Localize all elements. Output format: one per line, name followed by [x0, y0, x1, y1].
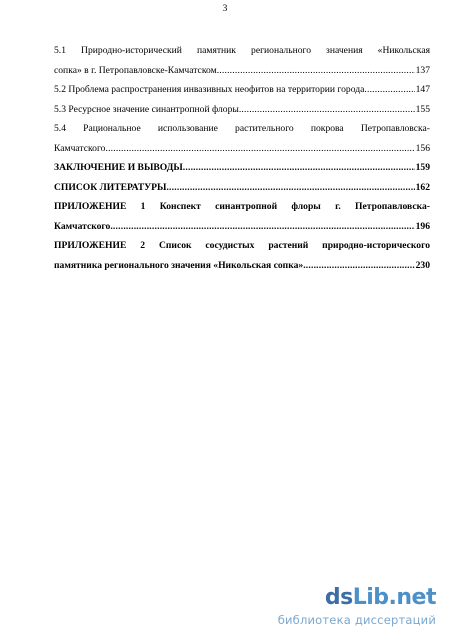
- toc-page-number: 155: [415, 103, 430, 115]
- table-of-contents: [54, 41, 430, 275]
- toc-entry-references[interactable]: [54, 178, 430, 198]
- dot-leader: [183, 158, 415, 178]
- toc-page-number: 230: [415, 259, 430, 271]
- toc-entry-conclusion[interactable]: [54, 158, 430, 178]
- dslib-watermark: [260, 585, 436, 629]
- toc-entry-title: СПИСОК ЛИТЕРАТУРЫ: [54, 181, 167, 193]
- dot-leader: [110, 217, 414, 237]
- dot-leader: [364, 80, 414, 100]
- dslib-subtitle: библиотека диссертаций: [277, 613, 436, 627]
- toc-entry-appendix-2[interactable]: [54, 236, 430, 275]
- toc-entry-title-line2: Камчатского: [54, 220, 111, 232]
- dslib-logo: dsLib.net: [324, 585, 436, 610]
- toc-entry-title-line1: ПРИЛОЖЕНИЕ 1 Конспект синантропной флоры г. Петропавловска-: [54, 201, 430, 212]
- toc-entry-title-line1: ПРИЛОЖЕНИЕ 2 Список сосудистых растений природно-исторического: [54, 240, 430, 251]
- toc-page-number: 162: [415, 181, 430, 193]
- toc-page-number: 156: [415, 142, 430, 154]
- toc-entry-title-line1: 5.4 Рациональное использование растительного покрова Петропавловска-: [54, 123, 430, 134]
- toc-page-number: 159: [415, 162, 430, 173]
- toc-page-number: 196: [415, 220, 430, 232]
- toc-entry-5-2[interactable]: [54, 80, 430, 100]
- toc-entry-title: 5.3 Ресурсное значение синантропной флоры: [54, 103, 239, 115]
- dot-leader: [217, 61, 415, 81]
- dot-leader: [303, 256, 414, 276]
- toc-entry-title-line2: сопка» в г. Петропавловске-Камчатском: [54, 64, 217, 76]
- dot-leader: [105, 139, 414, 159]
- toc-page-number: 147: [415, 84, 430, 95]
- toc-entry-title: ЗАКЛЮЧЕНИЕ И ВЫВОДЫ: [54, 162, 183, 173]
- toc-entry-title-line2: памятника регионального значения «Никольская сопка»: [54, 259, 304, 271]
- toc-entry-appendix-1[interactable]: [54, 197, 430, 236]
- dot-leader: [166, 178, 414, 198]
- dot-leader: [239, 100, 415, 120]
- toc-page-number: 137: [415, 64, 430, 76]
- toc-entry-title: 5.2 Проблема распространения инвазивных неофитов на территории города: [54, 84, 365, 95]
- page-number: 3: [222, 4, 228, 14]
- toc-entry-5-1[interactable]: [54, 41, 430, 80]
- toc-entry-title-line2: Камчатского: [54, 142, 106, 154]
- toc-entry-title-line1: 5.1 Природно-исторический памятник регионального значения «Никольская: [54, 45, 430, 56]
- toc-entry-5-4[interactable]: [54, 119, 430, 158]
- toc-entry-5-3[interactable]: [54, 100, 430, 120]
